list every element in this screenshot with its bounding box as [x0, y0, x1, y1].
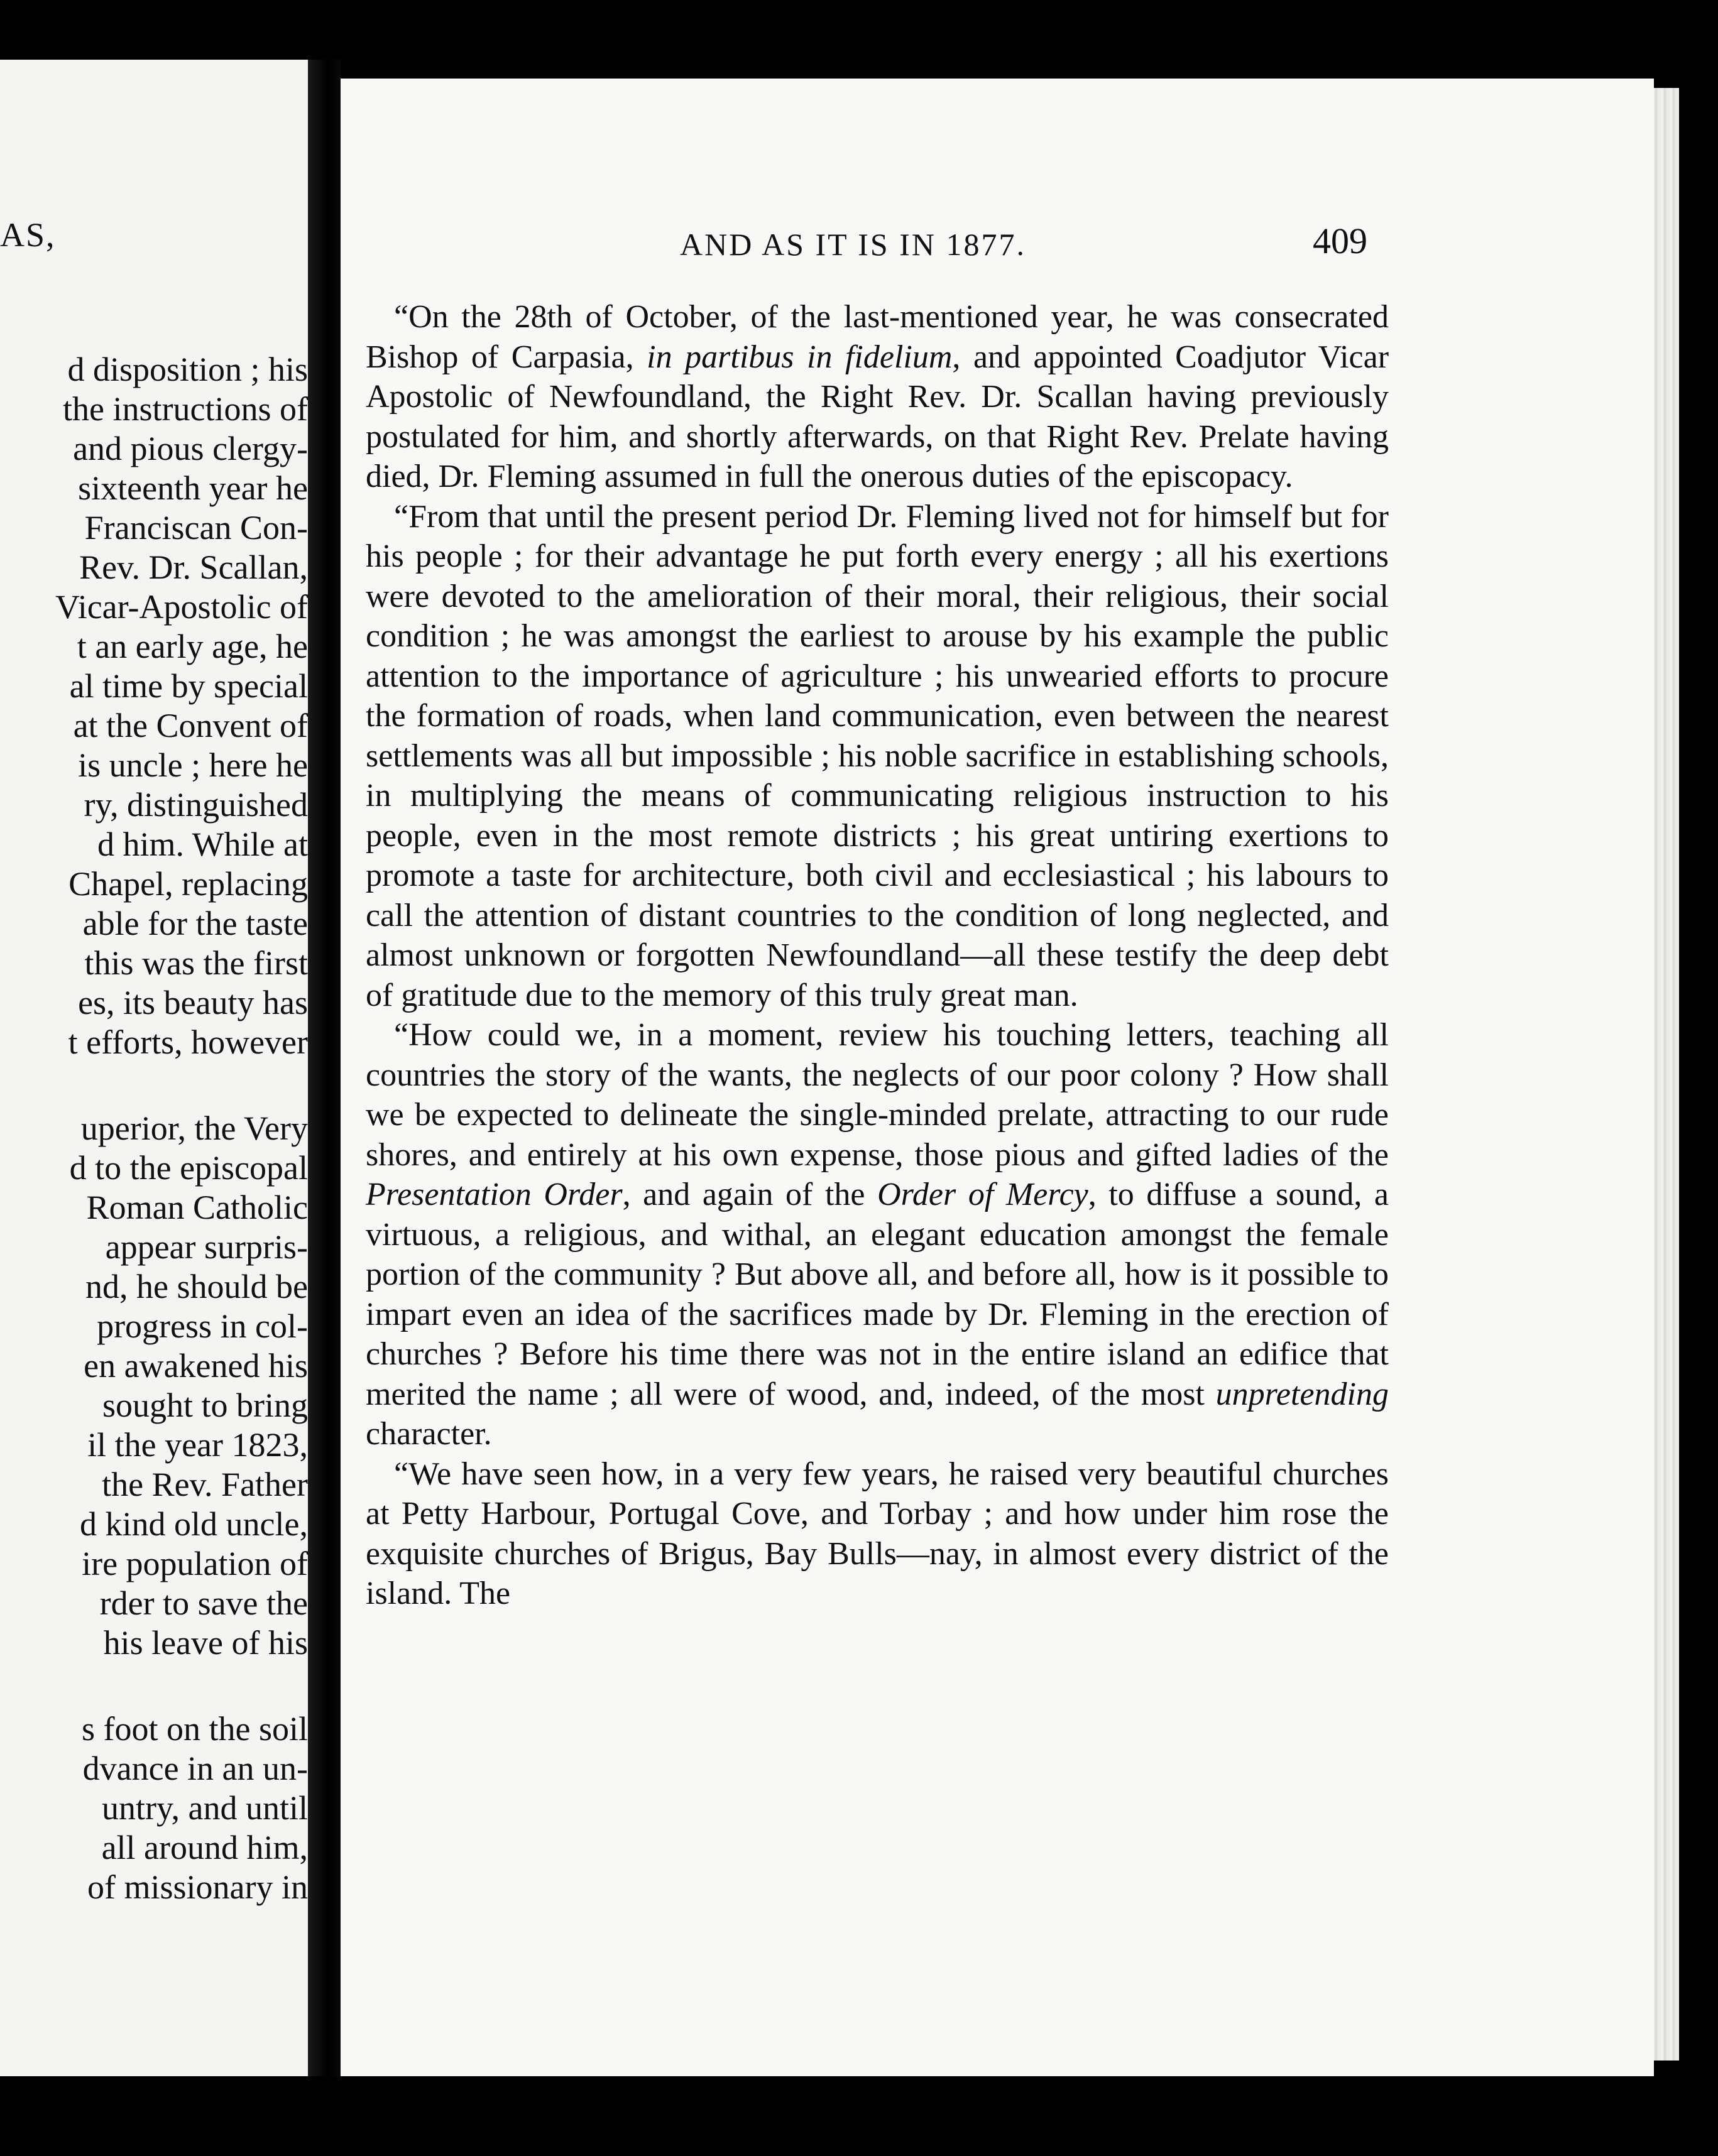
left-text-line: Rev. Dr. Scallan, — [79, 548, 308, 586]
left-text-block-1 — [0, 350, 308, 1062]
left-text-line: the instructions of — [63, 390, 308, 428]
text-run: character. — [366, 1416, 492, 1452]
current-page — [341, 79, 1654, 2076]
left-text-line: is uncle ; here he — [78, 746, 308, 784]
text-run: , and again of the — [622, 1177, 878, 1212]
left-text-line: untry, and until — [102, 1789, 308, 1827]
paragraph — [366, 1454, 1389, 1614]
left-text-line: all around him, — [101, 1829, 308, 1866]
left-text-line: appear surpris- — [105, 1228, 308, 1266]
left-paragraph-gap — [0, 1663, 308, 1709]
page-number: 409 — [1313, 220, 1367, 261]
page-header — [341, 220, 1377, 276]
left-text-line: Franciscan Con- — [84, 509, 308, 547]
left-text-line: dvance in an un- — [82, 1750, 308, 1787]
left-text-line: ry, distinguished — [84, 786, 308, 824]
left-text-line: Roman Catholic — [86, 1189, 308, 1226]
running-head: AND AS IT IS IN 1877. — [680, 227, 1026, 262]
left-text-line: nd, he should be — [85, 1268, 308, 1305]
left-text-line: d kind old uncle, — [80, 1505, 308, 1543]
italic-phrase: Presentation Order — [366, 1177, 623, 1212]
previous-page — [0, 60, 308, 2076]
left-text-line: en awakened his — [84, 1347, 308, 1385]
left-text-line: t an early age, he — [77, 628, 308, 665]
left-text-line: of missionary in — [87, 1868, 308, 1906]
italic-phrase: unpretending — [1215, 1376, 1389, 1412]
paragraph — [366, 1015, 1389, 1454]
book-gutter — [308, 60, 341, 2076]
text-run: “How could we, in a moment, review his touching letters, teaching all countries the story of the wants, the neglects of our poor colony ? How shall we be expected to delineate the single-minded prelate, attracting to our rude shores, and entirely at his own expense, those pious and gifted ladies of the — [366, 1017, 1389, 1173]
left-running-head: AS, — [0, 216, 56, 254]
paragraph — [366, 497, 1389, 1016]
left-text-line: d to the episcopal — [69, 1149, 308, 1187]
left-text-line: d him. While at — [97, 825, 308, 863]
left-text-line: his leave of his — [103, 1624, 308, 1662]
left-text-block-2 — [0, 1109, 308, 1663]
left-text-line: and pious clergy- — [73, 430, 308, 467]
left-text-line: sixteenth year he — [78, 469, 308, 507]
left-text-line: the Rev. Father — [102, 1466, 308, 1503]
left-text-line: Chapel, replacing — [68, 865, 308, 903]
left-text-line: rder to save the — [99, 1584, 308, 1622]
italic-phrase: Order of Mercy — [877, 1177, 1088, 1212]
text-run: , to diffuse a sound, a virtuous, a religious, and withal, an elegant education amongst the female portion of the community ? But above all, and before all, how is it possible to impart even an idea of the sacrifices made by Dr. Fleming in the erection of churches ? Before his time there was not in the entire island an edifice that merited the name ; all were of wood, and, indeed, of the most — [366, 1177, 1389, 1412]
left-text-line: progress in col- — [97, 1307, 308, 1345]
left-text-block-3 — [0, 1709, 308, 1907]
left-text-line: at the Convent of — [73, 707, 308, 744]
text-run: “We have seen how, in a very few years, he raised very beautiful churches at Petty Harbour, Portugal Cove, and Torbay ; and how under him rose the exquisite churches of Brigus, Bay Bulls—nay, in almost every district of the island. The — [366, 1456, 1389, 1611]
left-text-line: d disposition ; his — [67, 351, 308, 388]
left-text-line: ire population of — [82, 1545, 308, 1582]
left-paragraph-gap — [0, 1062, 308, 1109]
left-text-line: es, its beauty has — [78, 984, 308, 1021]
left-text-line: uperior, the Very — [80, 1109, 308, 1147]
left-text-line: sought to bring — [102, 1386, 308, 1424]
left-text-line: t efforts, however — [68, 1023, 308, 1061]
left-text-line: s foot on the soil — [82, 1710, 308, 1748]
page-body — [366, 297, 1389, 1614]
paragraph — [366, 297, 1389, 497]
left-text-line: al time by special — [69, 667, 308, 705]
left-text-line: able for the taste — [82, 905, 308, 942]
text-run: “On the 28th of October, of the last-mentioned year, he was consecrated Bishop of Carpasia, — [366, 299, 1389, 375]
italic-phrase: in partibus in fidelium — [647, 339, 953, 375]
text-run: “From that until the present period Dr. Fleming lived not for himself but for his people ; for their advantage he put forth every energy ; all his exertions were devoted to the amelioration of their moral, their religious, their social condition ; he was amongst the earliest to arouse by his example the public attention to the importance of agriculture ; his unwearied efforts to procure the formation of roads, when land communication, even between the nearest settlements was all but impossible ; his noble sacrifice in establishing schools, in multiplying the means of communicating religious instruction to his people, even in the most remote districts ; his great untiring exertions to promote a taste for architecture, both civil and ecclesiastical ; his labours to call the attention of distant countries to the condition of long neglected, and almost unknown or forgotten Newfoundland—all these testify the deep debt of gratitude due to the memory of this truly great man. — [366, 498, 1389, 1013]
text-run: , and appointed Coadjutor Vicar Apostolic of Newfoundland, the Right Rev. Dr. Scallan having previously postulated for him, and shortly afterwards, on that Right Rev. Prelate having died, Dr. Fleming assumed in full the onerous duties of the episcopacy. — [366, 339, 1389, 494]
left-page-text — [0, 350, 308, 1907]
left-text-line: il the year 1823, — [87, 1426, 308, 1464]
left-text-line: Vicar-Apostolic of — [55, 588, 308, 626]
left-text-line: this was the first — [84, 944, 308, 982]
